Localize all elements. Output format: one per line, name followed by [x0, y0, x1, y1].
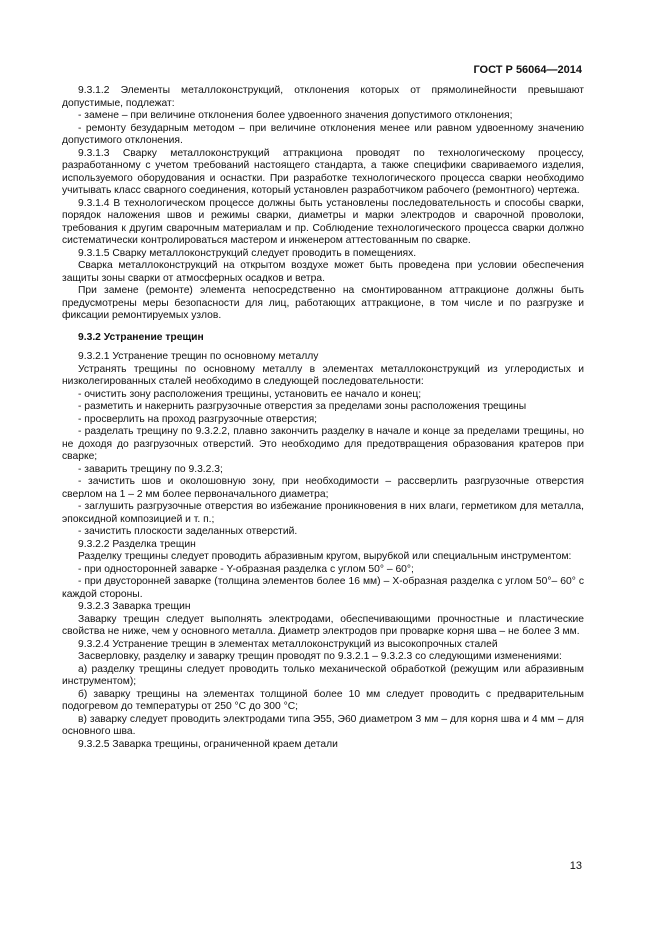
paragraph: 9.3.2.2 Разделка трещин [78, 538, 196, 550]
paragraph: Заварку трещин следует выполнять электродами, обеспечивающими прочностные и пластические свойства не ниже, чем у основного металла. Диаметр электродов при проварке корня шва – не более 3 мм. [62, 613, 584, 637]
paragraph: б) заварку трещины на элементах толщиной более 10 мм следует проводить с предварительным подогревом до температуры от 250 °С до 300 °С; [62, 688, 584, 712]
paragraph: - разделать трещину по 9.3.2.2, плавно закончить разделку в начале и конце за пределами трещины, но не доходя до разгрузочных отверстий. Это необходимо для предотвращения образования кратеров при сварке; [62, 426, 584, 462]
paragraph: 9.3.1.5 Сварку металлоконструкций следует проводить в помещениях. [78, 247, 417, 259]
paragraph: - очистить зону расположения трещины, установить ее начало и конец; [78, 388, 422, 400]
paragraph: - просверлить на проход разгрузочные отверстия; [78, 413, 318, 425]
paragraph: - замене – при величине отклонения более удвоенного значения допустимого отклонения; [78, 110, 513, 121]
paragraph: а) разделку трещины следует проводить только механической обработкой (режущим или абразивным инструментом); [62, 663, 584, 687]
paragraph: - зачистить плоскости заделанных отверстий. [78, 526, 298, 537]
paragraph: - зачистить шов и околошовную зону, при необходимости – рассверлить разгрузочные отверстия сверлом на 1 – 2 мм более первоначального диаметра; [62, 476, 584, 500]
document-code: ГОСТ Р 56064—2014 [473, 64, 582, 76]
paragraph: 9.3.1.3 Сварку металлоконструкций аттракциона проводят по технологическому процессу, разработанному с учетом требований настоящего стандарта, а также специфики свариваемого изделия, используемого оборудования и оснастки. При разработке технологического процесса сварки необходимо учитывать класс сварного соединения, который установлен разработчиком рабочего (ремонтного) чертежа. [62, 147, 584, 196]
paragraph: 9.3.1.4 В технологическом процессе должны быть установлены последовательность и способы сварки, порядок наложения швов и режимы сварки, диаметры и марки электродов и сварочной проволоки, требования к другим сварочным материалам и пр. Соблюдение технологического процесса сварки должно систематически контролироваться мастером и инженером аттестованным по сварке. [62, 197, 584, 246]
paragraph: Разделку трещины следует проводить абразивным кругом, вырубкой или специальным инструментом: [78, 551, 572, 562]
paragraph: - разметить и накернить разгрузочные отверстия за пределами зоны расположения трещины [78, 401, 527, 412]
paragraph: 9.3.2.3 Заварка трещин [78, 601, 191, 612]
paragraph: При замене (ремонте) элемента непосредственно на смонтированном аттракционе должны быть предусмотрены меры безопасности для лиц, работающих аттракционе, в том числе и по разгрузке и фиксации ремонтируемых узлов. [62, 285, 584, 321]
paragraph: - при двусторонней заварке (толщина элементов более 16 мм) – X-образная разделка с углом 50°– 60° с каждой стороны. [62, 576, 584, 600]
paragraph: 9.3.2.5 Заварка трещины, ограниченной краем детали [78, 738, 338, 750]
section-heading: 9.3.2 Устранение трещин [78, 331, 204, 343]
paragraph: 9.3.1.2 Элементы металлоконструкций, отклонения которых от прямолинейности превышают допустимые, подлежат: [62, 85, 584, 109]
paragraph: 9.3.2.1 Устранение трещин по основному металлу [78, 351, 319, 362]
document-body [62, 85, 584, 751]
paragraph: в) заварку следует проводить электродами типа Э55, Э60 диаметром 3 мм – для корня шва и 4 мм – для основного шва. [62, 713, 584, 737]
paragraph: Засверловку, разделку и заварку трещин проводят по 9.3.2.1 – 9.3.2.3 со следующими изменениями: [78, 651, 562, 662]
paragraph: - при односторонней заварке - Y-образная разделка с углом 50° – 60°; [78, 563, 414, 575]
paragraph: Устранять трещины по основному металлу в элементах металлоконструкций из углеродистых и низколегированных сталей необходимо в следующей последовательности: [62, 363, 584, 387]
paragraph: - ремонту безударным методом – при величине отклонения менее или равном удвоенному значению допустимого отклонения. [62, 122, 584, 146]
paragraph: - заглушить разгрузочные отверстия во избежание проникновения в них влаги, герметиком для металла, эпоксидной композицией и т. п.; [62, 501, 584, 525]
paragraph: Сварка металлоконструкций на открытом воздухе может быть проведена при условии обеспечения защиты зоны сварки от атмосферных осадков и ветра. [62, 260, 584, 284]
page-number: 13 [569, 860, 582, 872]
paragraph: - заварить трещину по 9.3.2.3; [78, 463, 223, 475]
paragraph: 9.3.2.4 Устранение трещин в элементах металлоконструкций из высокопрочных сталей [78, 638, 498, 650]
